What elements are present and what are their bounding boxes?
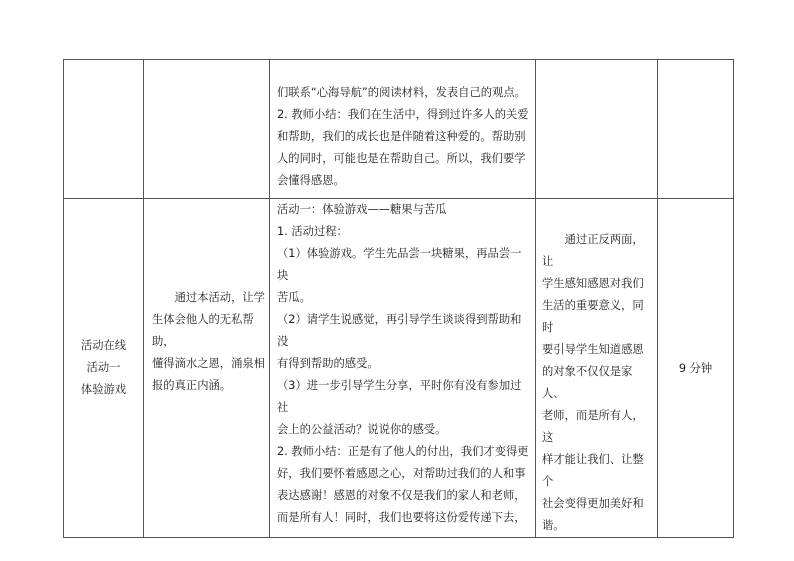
process-line: （3）进一步引导学生分享，平时你有没有参加过社 (277, 379, 522, 414)
activity-name-cell (64, 199, 144, 538)
intent-line: 老师，而是所有人，这 (542, 409, 644, 444)
process-line: 会上的公益活动？说说你的感受。 (277, 423, 447, 436)
process-line: （1）体验游戏。学生先品尝一块糖果，再品尝一块 (277, 247, 522, 282)
intent-line: 学生感知感恩对我们 (542, 277, 644, 290)
process-line: 好，我们要怀着感恩之心，对帮助过我们的人和事 (277, 467, 526, 480)
activity-name-line: 活动一 (86, 361, 121, 374)
intent-line: 谐。 (542, 519, 565, 532)
activity-goal-cell (144, 199, 270, 538)
time-cell (658, 60, 734, 199)
activity-name-line: 活动在线 (80, 339, 127, 352)
process-line: 2. 教师小结：我们在生活中，得到过许多人的关爱 (277, 108, 529, 121)
time-cell (658, 199, 734, 538)
goal-line: 通过本活动，让学 (174, 291, 265, 304)
process-line: （2）请学生说感觉，再引导学生谈谈得到帮助和没 (277, 313, 522, 348)
activity-process-cell (270, 60, 536, 199)
process-line: 人的同时，可能也是在帮助自己。所以，我们要学 (277, 152, 526, 165)
intent-line: 社会变得更加美好和 (542, 497, 644, 510)
process-line: 和帮助，我们的成长也是伴随着这种爱的。帮助别 (277, 130, 526, 143)
time-value: 9 分钟 (678, 362, 713, 375)
lesson-plan-table (63, 59, 734, 538)
table-row (64, 199, 734, 538)
design-intent-cell (536, 60, 658, 199)
process-line: 们联系“心海导航”的阅读材料，发表自己的观点。 (277, 86, 526, 99)
goal-line: 报的真正内涵。 (152, 379, 232, 392)
activity-name-line: 体验游戏 (80, 383, 127, 396)
process-line: 1. 活动过程： (277, 225, 348, 238)
intent-line: 的对象不仅仅是家人、 (542, 365, 633, 400)
goal-line: 生体会他人的无私帮助， (152, 313, 254, 348)
process-line: 而是所有人！同时，我们也要将这份爱传递下去， (277, 511, 526, 524)
process-line: 活动一：体验游戏——糖果与苦瓜 (277, 203, 447, 216)
activity-process-cell (270, 199, 536, 538)
activity-name-cell (64, 60, 144, 199)
process-line: 表达感谢！感恩的对象不仅是我们的家人和老师， (277, 489, 526, 502)
intent-line: 样才能让我们、让整个 (542, 453, 644, 488)
table-row (64, 60, 734, 199)
process-line: 苦瓜。 (277, 291, 311, 304)
intent-line: 生活的重要意义，同时 (542, 299, 644, 334)
goal-line: 懂得滴水之恩，涌泉相 (152, 357, 265, 370)
intent-line: 通过正反两面，让 (542, 233, 644, 268)
intent-line: 要引导学生知道感恩 (542, 343, 644, 356)
process-line: 有得到帮助的感受。 (277, 357, 379, 370)
design-intent-cell (536, 199, 658, 538)
process-line: 会懂得感恩。 (277, 174, 345, 187)
activity-goal-cell (144, 60, 270, 199)
process-line: 2. 教师小结：正是有了他人的付出，我们才变得更 (277, 445, 529, 458)
